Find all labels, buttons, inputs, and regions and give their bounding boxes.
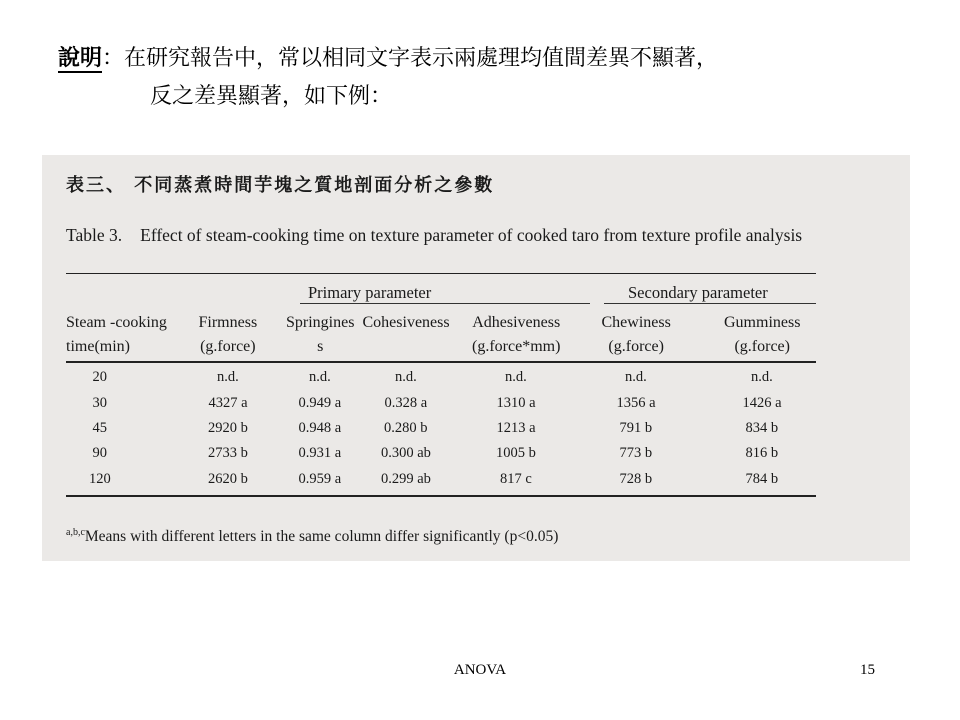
column-header-line-1: Firmness (198, 314, 258, 331)
table-cell: n.d. (395, 369, 417, 385)
table-cell: 1356 a (616, 395, 656, 411)
row-time-cell: 30 (92, 395, 107, 411)
table-label: Table 3. (66, 225, 123, 245)
column-header (199, 311, 258, 359)
table-cell: 2620 b (208, 471, 248, 487)
table-cell: 728 b (619, 471, 653, 487)
column-header (66, 311, 167, 359)
table-cell: 773 b (619, 445, 653, 461)
row-time-cell: 120 (89, 471, 111, 487)
table-cell: 0.948 a (298, 420, 342, 436)
table-cell: n.d. (217, 369, 239, 385)
column-header-line-2: (g.force) (608, 338, 664, 355)
column-header-line-1: Springines (286, 314, 355, 331)
intro-label: 說明 (58, 46, 103, 71)
table-cell: 816 b (745, 445, 779, 461)
table-cell: 2920 b (208, 420, 248, 436)
intro-line-2: 反之差異顯著，如下例： (150, 84, 393, 109)
primary-rule (300, 303, 590, 304)
page-number: 15 (860, 662, 875, 678)
table-cell: 1426 a (742, 395, 782, 411)
footnote-marker: a,b,c (66, 527, 85, 538)
table-cell: 791 b (619, 420, 653, 436)
bottom-rule (66, 495, 816, 497)
column-header (602, 311, 671, 359)
column-header-line-1: Steam -cooking (66, 314, 167, 331)
column-header-line-2: (g.force) (200, 338, 256, 355)
column-header (363, 311, 450, 335)
column-header (724, 311, 800, 359)
column-header-line-1: Cohesiveness (362, 314, 450, 331)
group-primary: Primary parameter (308, 283, 432, 302)
column-header-line-1: Gumminess (724, 314, 801, 331)
row-time-cell: 20 (92, 369, 107, 385)
intro-sentence-1: 在研究報告中，常以相同文字表示兩處理均值間差異不顯著， (124, 46, 719, 71)
table-cell: 834 b (745, 420, 779, 436)
table-cell: 0.299 ab (381, 471, 431, 487)
table-cell: 4327 a (208, 395, 248, 411)
header-rule (66, 361, 816, 363)
footer-title: ANOVA (453, 662, 507, 678)
table-title-zh: 表三、 不同蒸煮時間芋塊之質地剖面分析之參數 (66, 175, 495, 196)
table-footnote (66, 527, 558, 546)
table-cell: 0.280 b (384, 420, 428, 436)
secondary-rule (604, 303, 816, 304)
footnote-text: Means with different letters in the same column differ significantly (p<0.05) (84, 528, 559, 546)
group-secondary: Secondary parameter (628, 283, 768, 302)
table-top-rule (66, 273, 816, 274)
table-cell: 1005 b (496, 445, 536, 461)
column-header-line-1: Adhesiveness (472, 314, 561, 331)
column-header-line-2: (g.force*mm) (472, 338, 561, 355)
intro-line-1 (58, 40, 718, 78)
column-header (286, 311, 354, 359)
table-cell: n.d. (625, 369, 647, 385)
table-cell: 1213 a (496, 420, 536, 436)
row-time-cell: 45 (92, 420, 107, 436)
table-cell: 1310 a (496, 395, 536, 411)
column-header-line-2: time(min) (66, 338, 130, 355)
column-header-line-2: (g.force) (734, 338, 790, 355)
intro-colon: ： (102, 46, 125, 71)
table-cell: 784 b (745, 471, 779, 487)
column-header-line-1: Chewiness (601, 314, 671, 331)
intro-text (58, 40, 718, 116)
table-cell: 0.949 a (298, 395, 342, 411)
column-header (472, 311, 560, 359)
table-cell: n.d. (309, 369, 331, 385)
row-time-cell: 90 (92, 445, 107, 461)
table-cell: n.d. (505, 369, 527, 385)
table-cell: 0.328 a (384, 395, 428, 411)
table-caption: Effect of steam-cooking time on texture parameter of cooked taro from texture profile analysis (140, 225, 803, 245)
table-cell: 0.931 a (298, 445, 342, 461)
table-cell: 817 c (500, 471, 532, 487)
table-cell: 2733 b (208, 445, 248, 461)
table-image (42, 155, 910, 561)
table-cell: 0.300 ab (381, 445, 431, 461)
table-title-en (66, 225, 802, 246)
table-cell: n.d. (751, 369, 773, 385)
table-cell: 0.959 a (298, 471, 342, 487)
column-header-line-2: s (317, 338, 324, 355)
